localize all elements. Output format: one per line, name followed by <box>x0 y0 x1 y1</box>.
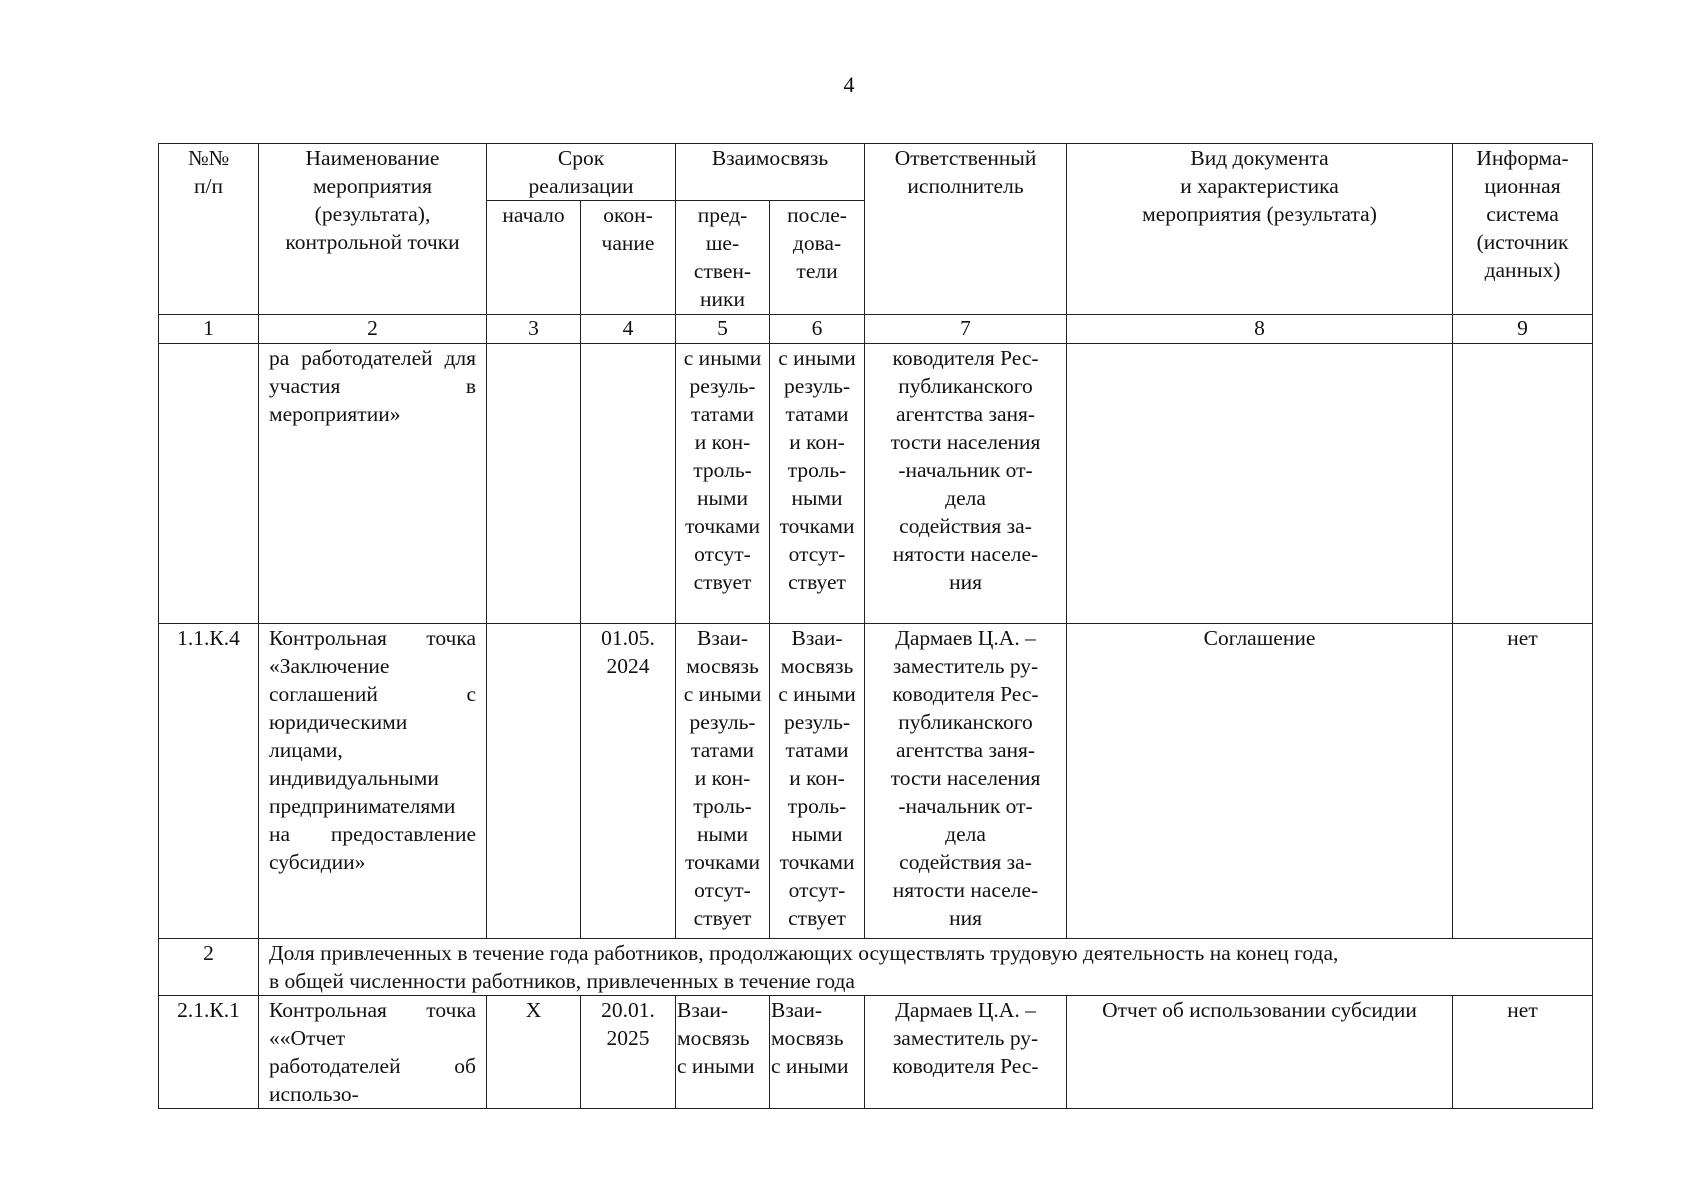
column-number: 7 <box>865 315 1067 344</box>
row-responsible: Дармаев Ц.А. – заместитель ру- ководителя Рес- публиканского агентства заня- тости населения -начальник от- дела содействия за- нятости населе- ния <box>865 624 1067 939</box>
row-predecessors: Взаи- мосвязь с иными резуль- татами и кон- троль- ными точками отсут- ствует <box>676 624 770 939</box>
row-predecessors: Взаи- мосвязь с иными <box>676 996 770 1109</box>
column-number: 1 <box>159 315 259 344</box>
row-name: Контрольная точка ««Отчет работодателей об использо- <box>259 996 487 1109</box>
row-end: 01.05. 2024 <box>581 624 676 939</box>
header-col-document: Вид документа и характеристика мероприятия (результата) <box>1067 144 1453 315</box>
row-start <box>487 624 581 939</box>
column-number-row <box>159 315 1593 344</box>
row-number: 2.1.К.1 <box>159 996 259 1109</box>
row-successors: с иными резуль- татами и кон- троль- ными точками отсут- ствует <box>770 344 865 624</box>
row-end: 20.01. 2025 <box>581 996 676 1109</box>
column-number: 3 <box>487 315 581 344</box>
section-row <box>159 939 1593 996</box>
column-number: 6 <box>770 315 865 344</box>
header-col-number: №№ п/п <box>159 144 259 315</box>
row-start: Х <box>487 996 581 1109</box>
row-info-system <box>1453 344 1593 624</box>
row-document <box>1067 344 1453 624</box>
row-successors: Взаи- мосвязь с иными <box>770 996 865 1109</box>
header-col-info-system: Информа- ционная система (источник данных) <box>1453 144 1593 315</box>
section-title: Доля привлеченных в течение года работников, продолжающих осуществлять трудовую деятельность на конец года, в общей численности работников, привлеченных в течение года <box>259 939 1593 996</box>
row-predecessors: с иными резуль- татами и кон- троль- ными точками отсут- ствует <box>676 344 770 624</box>
row-name: ра работодателей для участия в мероприятии» <box>259 344 487 624</box>
header-col-responsible: Ответственный исполнитель <box>865 144 1067 315</box>
row-end <box>581 344 676 624</box>
row-responsible: Дармаев Ц.А. – заместитель ру- ководителя Рес- <box>865 996 1067 1109</box>
header-col-successors: после- дова- тели <box>770 201 865 315</box>
header-col-name: Наименование мероприятия (результата), контрольной точки <box>259 144 487 315</box>
header-col-predecessors: пред- ше- ствен- ники <box>676 201 770 315</box>
header-col-end: окон- чание <box>581 201 676 315</box>
column-number: 4 <box>581 315 676 344</box>
table-row <box>159 996 1593 1109</box>
row-document: Отчет об использовании субсидии <box>1067 996 1453 1109</box>
header-group-relation: Взаимосвязь <box>676 144 865 201</box>
table-row <box>159 344 1593 624</box>
row-number <box>159 344 259 624</box>
row-document: Соглашение <box>1067 624 1453 939</box>
column-number: 2 <box>259 315 487 344</box>
column-number: 9 <box>1453 315 1593 344</box>
row-name: Контрольная точка «Заключение соглашений с юридическими лицами, индивидуальными предпринимателями на предоставление субсидии» <box>259 624 487 939</box>
row-info-system: нет <box>1453 996 1593 1109</box>
page-number: 4 <box>843 72 855 97</box>
row-number: 1.1.К.4 <box>159 624 259 939</box>
row-info-system: нет <box>1453 624 1593 939</box>
section-number: 2 <box>159 939 259 996</box>
column-number: 8 <box>1067 315 1453 344</box>
row-successors: Взаи- мосвязь с иными резуль- татами и кон- троль- ными точками отсут- ствует <box>770 624 865 939</box>
row-start <box>487 344 581 624</box>
row-responsible: ководителя Рес- публиканского агентства заня- тости населения -начальник от- дела содействия за- нятости населе- ния <box>865 344 1067 624</box>
header-col-start: начало <box>487 201 581 315</box>
header-group-term: Срок реализации <box>487 144 676 201</box>
column-number: 5 <box>676 315 770 344</box>
table-header-row <box>159 144 1593 201</box>
activity-plan-table <box>158 143 1593 1109</box>
table-row <box>159 624 1593 939</box>
